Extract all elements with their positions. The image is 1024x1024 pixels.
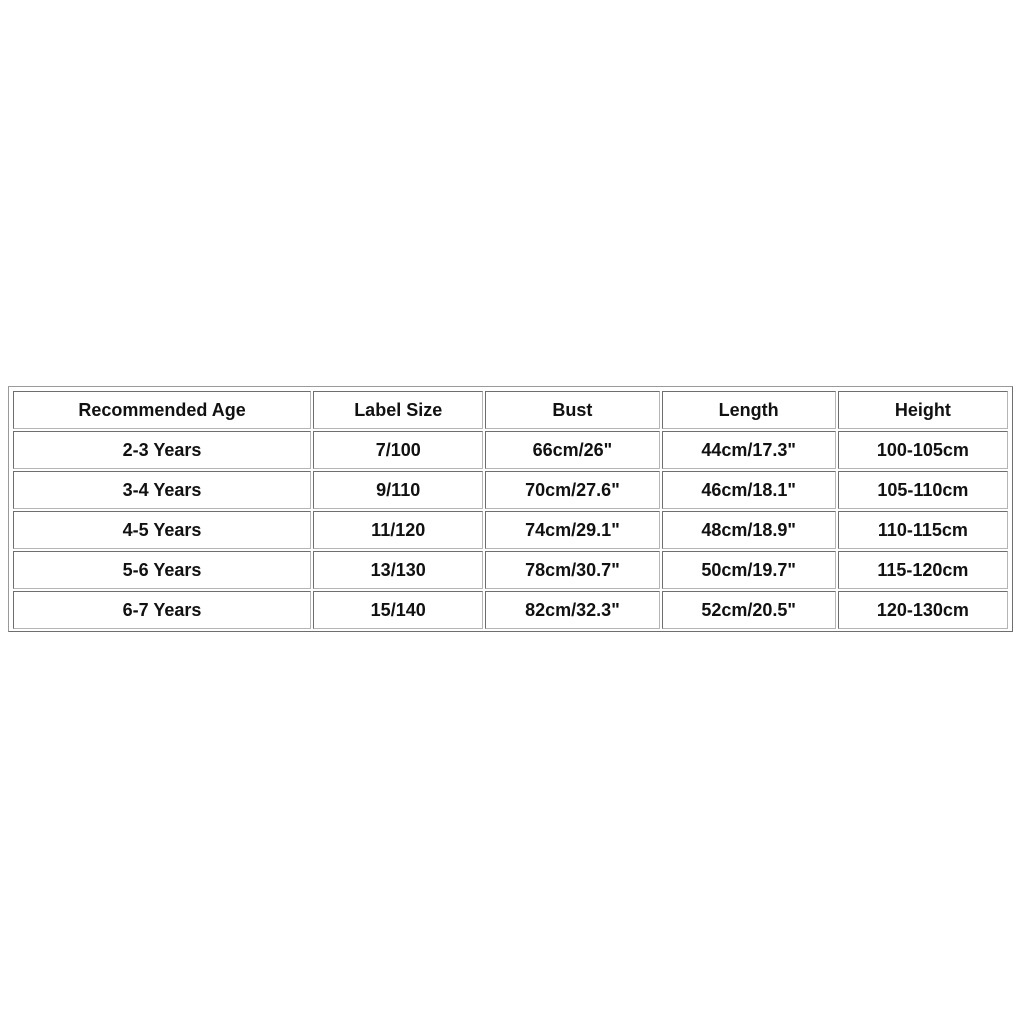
header-height: Height xyxy=(838,391,1008,429)
cell-label-size: 13/130 xyxy=(313,551,483,589)
cell-bust: 66cm/26" xyxy=(485,431,659,469)
table-row xyxy=(13,551,1008,589)
cell-bust: 70cm/27.6" xyxy=(485,471,659,509)
cell-label-size: 7/100 xyxy=(313,431,483,469)
header-row xyxy=(13,391,1008,429)
cell-label-size: 15/140 xyxy=(313,591,483,629)
cell-age: 5-6 Years xyxy=(13,551,311,589)
cell-height: 105-110cm xyxy=(838,471,1008,509)
header-recommended-age: Recommended Age xyxy=(13,391,311,429)
cell-bust: 78cm/30.7" xyxy=(485,551,659,589)
cell-height: 120-130cm xyxy=(838,591,1008,629)
cell-length: 46cm/18.1" xyxy=(662,471,836,509)
cell-label-size: 9/110 xyxy=(313,471,483,509)
cell-age: 4-5 Years xyxy=(13,511,311,549)
cell-bust: 74cm/29.1" xyxy=(485,511,659,549)
header-label-size: Label Size xyxy=(313,391,483,429)
cell-height: 110-115cm xyxy=(838,511,1008,549)
cell-length: 50cm/19.7" xyxy=(662,551,836,589)
cell-height: 115-120cm xyxy=(838,551,1008,589)
table-row xyxy=(13,591,1008,629)
table-row xyxy=(13,431,1008,469)
cell-age: 6-7 Years xyxy=(13,591,311,629)
cell-age: 2-3 Years xyxy=(13,431,311,469)
cell-length: 48cm/18.9" xyxy=(662,511,836,549)
cell-length: 52cm/20.5" xyxy=(662,591,836,629)
header-length: Length xyxy=(662,391,836,429)
size-chart-table xyxy=(8,386,1013,632)
size-table xyxy=(11,389,1010,631)
table-row xyxy=(13,471,1008,509)
header-bust: Bust xyxy=(485,391,659,429)
cell-length: 44cm/17.3" xyxy=(662,431,836,469)
cell-height: 100-105cm xyxy=(838,431,1008,469)
cell-label-size: 11/120 xyxy=(313,511,483,549)
table-row xyxy=(13,511,1008,549)
cell-age: 3-4 Years xyxy=(13,471,311,509)
cell-bust: 82cm/32.3" xyxy=(485,591,659,629)
